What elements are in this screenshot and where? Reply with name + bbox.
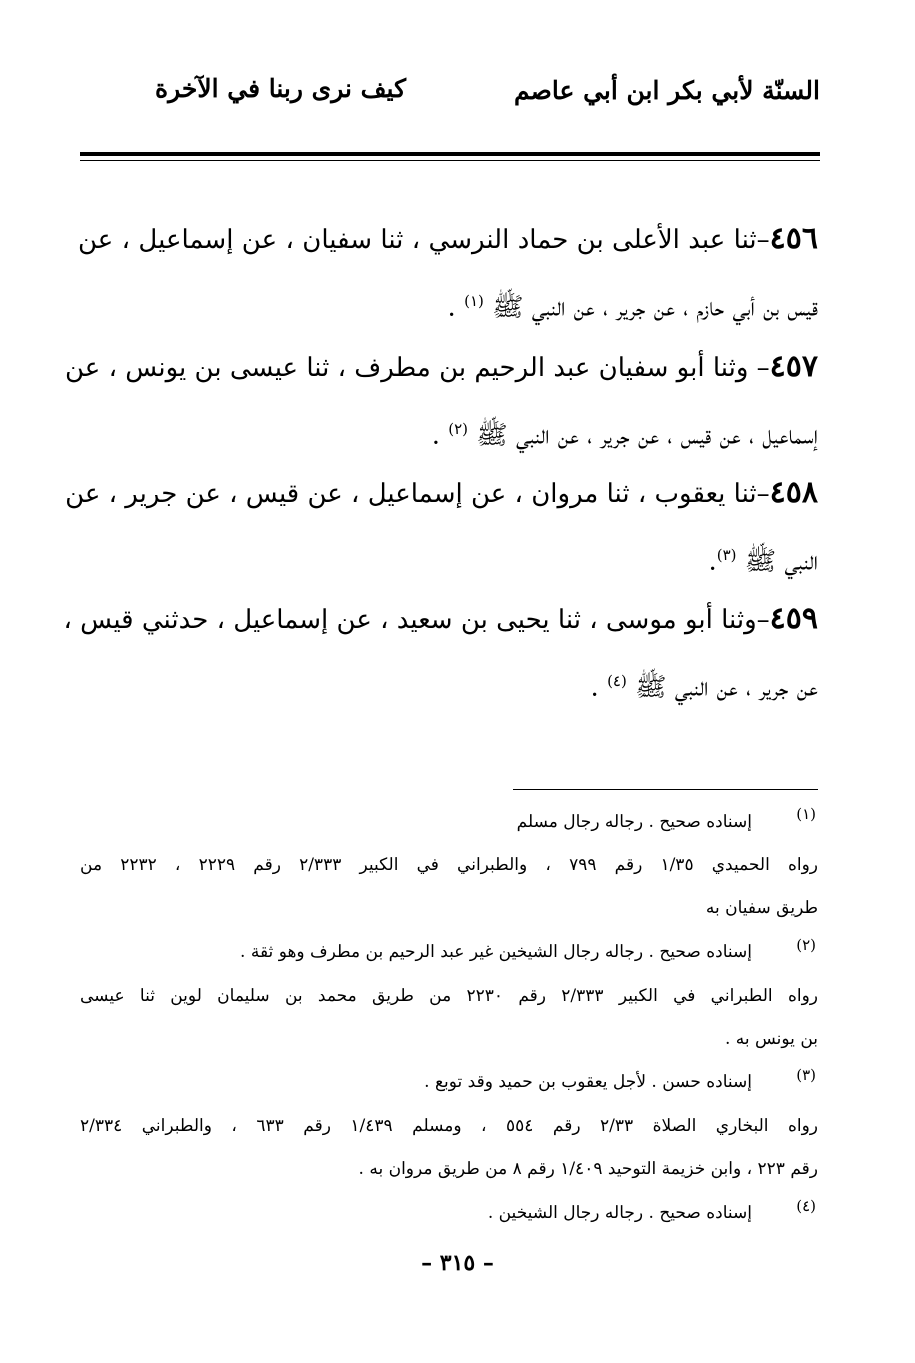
hadith-text: النبي ﷺ [744, 546, 818, 577]
footnote-line: إسناده صحيح . رجاله رجال الشيخين . [487, 1203, 752, 1223]
hadith-457 [65, 336, 818, 460]
footnote-ref: (٣) [716, 546, 737, 564]
hadith-end: . [590, 672, 608, 703]
hadith-text: – وثنا أبو سفيان عبد الرحيم بن مطرف ، ثنا عيسى بن يونس ، عن [65, 353, 770, 383]
hadith-458 [65, 462, 818, 586]
hadith-459 [63, 588, 818, 712]
footnote-line: رواه البخاري الصلاة ٢/٣٣ رقم ٥٥٤ ، ومسلم ١/٤٣٩ رقم ٦٣٣ ، والطبراني ٢/٣٣٤ [80, 1116, 819, 1136]
footnote-line: بن يونس به . [724, 1029, 818, 1049]
footnote-line: إسناده حسن . لأجل يعقوب بن حميد وقد توبع . [424, 1072, 752, 1092]
hadith-text: –ثنا يعقوب ، ثنا مروان ، عن إسماعيل ، عن قيس ، عن جرير ، عن [65, 479, 770, 509]
hadith-text: قيس بن أبي حازم ، عن جرير ، عن النبي ﷺ [492, 292, 818, 323]
footnote-ref: (٤) [607, 672, 627, 690]
hadith-line [65, 462, 818, 524]
hadith-line [63, 588, 818, 650]
footnote-line: إسناده صحيح . رجاله رجال مسلم [516, 812, 752, 832]
footnote-number: (١) [796, 805, 816, 823]
footnote-line: رقم ٢٢٣ ، وابن خزيمة التوحيد ١/٤٠٩ رقم ٨ من طريق مروان به . [358, 1159, 818, 1179]
footnote-line: إسناده صحيح . رجاله رجال الشيخين غير عبد الرحيم بن مطرف وهو ثقة . [240, 942, 752, 962]
hadith-line [78, 524, 818, 586]
hadith-text: –وثنا أبو موسى ، ثنا يحيى بن سعيد ، عن إسماعيل ، حدثني قيس ، [63, 605, 770, 635]
footnote-line: طريق سفيان به [705, 898, 818, 918]
hadith-end: . [431, 420, 449, 451]
footnote-separator [513, 789, 818, 790]
hadith-text: –ثنا عبد الأعلى بن حماد النرسي ، ثنا سفيان ، عن إسماعيل ، عن [78, 225, 770, 255]
footnote-line: رواه الطبراني في الكبير ٢/٣٣٣ رقم ٢٢٣٠ من طريق محمد بن سليمان لوين ثنا عيسى [80, 986, 818, 1006]
hadith-end: . [708, 546, 717, 577]
chapter-title: كيف نرى ربنا في الآخرة [155, 74, 406, 103]
hadith-number: ٤٥٩ [769, 601, 818, 636]
hadith-line [78, 208, 818, 270]
hadith-text: إسماعيل ، عن قيس ، عن جرير ، عن النبي ﷺ [476, 420, 818, 451]
hadith-number: ٤٥٨ [769, 475, 818, 510]
hadith-end: . [447, 292, 465, 323]
footnote-number: (٢) [796, 936, 816, 954]
footnote-ref: (٢) [448, 420, 469, 438]
footnote-line: رواه الحميدي ١/٣٥ رقم ٧٩٩ ، والطبراني في الكبير ٢/٣٣٣ رقم ٢٢٢٩ ، ٢٢٣٢ من [80, 855, 819, 875]
page-number: – ٣١٥ – [421, 1250, 494, 1276]
footnote-number: (٣) [796, 1066, 816, 1084]
footnote-number: (٤) [796, 1197, 816, 1215]
hadith-line [65, 336, 818, 398]
hadith-456 [78, 208, 818, 332]
hadith-line [78, 270, 818, 332]
header-rule-thin [80, 160, 820, 161]
hadith-number: ٤٥٦ [769, 221, 818, 256]
footnote-ref: (١) [464, 292, 484, 310]
header-rule-thick [80, 152, 820, 156]
hadith-line [78, 398, 818, 460]
hadith-line [78, 650, 818, 712]
book-title: السنّة لأبي بكر ابن أبي عاصم [513, 76, 820, 105]
hadith-text: عن جرير ، عن النبي ﷺ [635, 672, 818, 703]
hadith-number: ٤٥٧ [769, 349, 818, 384]
